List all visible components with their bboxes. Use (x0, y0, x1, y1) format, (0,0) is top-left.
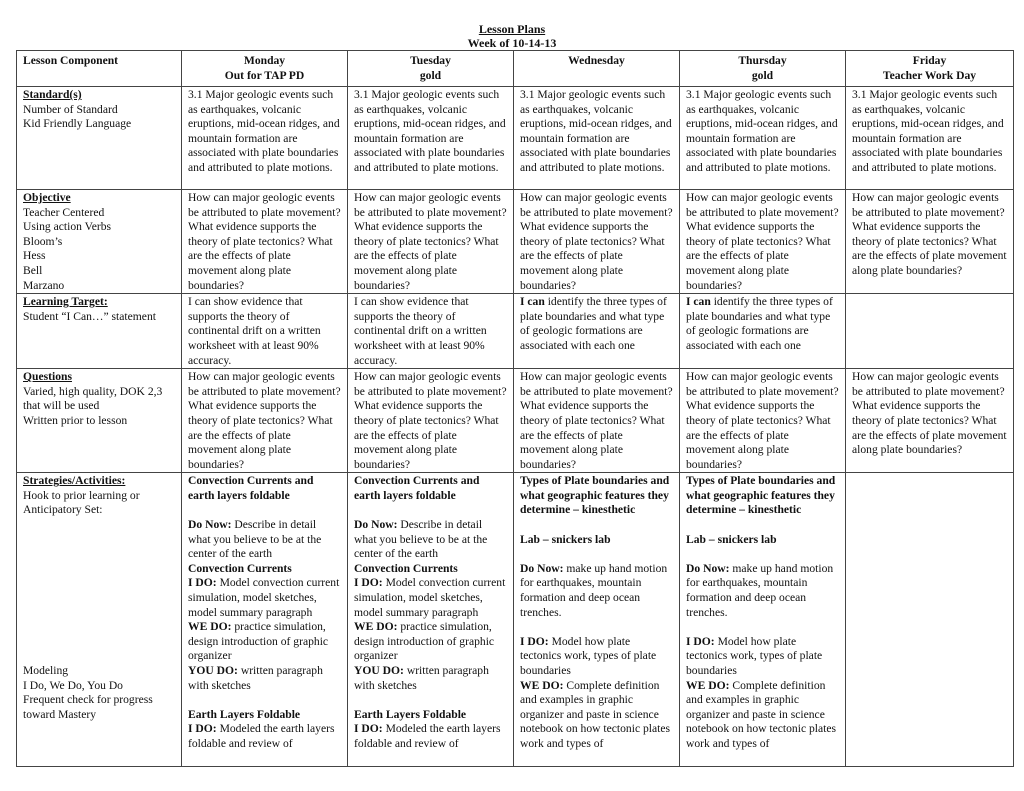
target-label: Learning Target: (23, 295, 108, 309)
document-title: Lesson Plans (478, 22, 546, 36)
header-tuesday: Tuesday gold (348, 51, 514, 87)
target-tuesday: I can show evidence that supports the theory of continental drift on a written worksheet with at least 90% accuracy. (348, 294, 514, 369)
strategies-friday (846, 473, 1014, 767)
strategies-monday: Convection Currents and earth layers foldable Do Now: Describe in detail what you believe to be at the center of the earth Convection Currents I DO: Model convection current simulation, model sketches, model summary paragraph WE DO: practice simulation, design introduction of graphic organizer YOU DO: written paragraph with sketches Earth Layers Foldable I DO: Modeled the earth layers foldable and review of (182, 473, 348, 767)
header-wednesday: Wednesday (514, 51, 680, 87)
target-thursday: I can identify the three types of plate boundaries and what type of geologic formations are associated with each one (680, 294, 846, 369)
standards-tuesday: 3.1 Major geologic events such as earthquakes, volcanic eruptions, mid-ocean ridges, and mountain formation are associated with plate boundaries and attributed to plate motions. (348, 87, 514, 190)
header-friday: Friday Teacher Work Day (846, 51, 1014, 87)
target-friday (846, 294, 1014, 369)
objective-friday: How can major geologic events be attributed to plate movement? What evidence supports the theory of plate tectonics? What are the effects of plate movement along plate boundaries? (846, 190, 1014, 294)
header-row (17, 51, 1014, 87)
strategies-thursday: Types of Plate boundaries and what geographic features they determine – kinesthetic Lab – snickers lab Do Now: make up hand motion for earthquakes, mountain formation and deep ocean trenches. I DO: Model how plate tectonics work, types of plate boundaries WE DO: Complete definition and examples in graphic organizer and paste in science notebook on how tectonic plates work and types of (680, 473, 846, 767)
standards-label: Standard(s) (23, 88, 82, 101)
questions-row (17, 369, 1014, 473)
questions-thursday: How can major geologic events be attributed to plate movement? What evidence supports the theory of plate tectonics? What are the effects of plate movement along plate boundaries? (680, 369, 846, 473)
lesson-plan-table (16, 50, 1014, 767)
questions-wednesday: How can major geologic events be attributed to plate movement? What evidence supports the theory of plate tectonics? What are the effects of plate movement along plate boundaries? (514, 369, 680, 473)
target-label-cell: Learning Target: Student “I Can…” statement (17, 294, 182, 369)
target-monday: I can show evidence that supports the theory of continental drift on a written worksheet with at least 90% accuracy. (182, 294, 348, 369)
target-wednesday: I can identify the three types of plate boundaries and what type of geologic formations are associated with each one (514, 294, 680, 369)
questions-tuesday: How can major geologic events be attributed to plate movement? What evidence supports the theory of plate tectonics? What are the effects of plate movement along plate boundaries? (348, 369, 514, 473)
standards-wednesday: 3.1 Major geologic events such as earthquakes, volcanic eruptions, mid-ocean ridges, and mountain formation are associated with plate boundaries and attributed to plate motions. (514, 87, 680, 190)
strategies-row (17, 473, 1014, 767)
standards-friday: 3.1 Major geologic events such as earthquakes, volcanic eruptions, mid-ocean ridges, and mountain formation are associated with plate boundaries and attributed to plate motions. (846, 87, 1014, 190)
objective-wednesday: How can major geologic events be attributed to plate movement? What evidence supports the theory of plate tectonics? What are the effects of plate movement along plate boundaries? (514, 190, 680, 294)
target-row (17, 294, 1014, 369)
strategies-wednesday: Types of Plate boundaries and what geographic features they determine – kinesthetic Lab – snickers lab Do Now: make up hand motion for earthquakes, mountain formation and deep ocean trenches. I DO: Model how plate tectonics work, types of plate boundaries WE DO: Complete definition and examples in graphic organizer and paste in science notebook on how tectonic plates work and types of (514, 473, 680, 767)
week-label: Week of 10-14-13 (467, 36, 557, 50)
objective-tuesday: How can major geologic events be attributed to plate movement? What evidence supports the theory of plate tectonics? What are the effects of plate movement along plate boundaries? (348, 190, 514, 294)
header-monday: Monday Out for TAP PD (182, 51, 348, 87)
standards-label-cell: Standard(s) Number of Standard Kid Friendly Language (17, 87, 182, 190)
questions-label-cell: Questions Varied, high quality, DOK 2,3 that will be used Written prior to lesson (17, 369, 182, 473)
header-component: Lesson Component (17, 51, 182, 87)
objective-label: Objective (23, 191, 71, 204)
strategies-tuesday: Convection Currents and earth layers foldable Do Now: Describe in detail what you believe to be at the center of the earth Convection Currents I DO: Model convection current simulation, model sketches, model summary paragraph WE DO: practice simulation, design introduction of graphic organizer YOU DO: written paragraph with sketches Earth Layers Foldable I DO: Modeled the earth layers foldable and review of (348, 473, 514, 767)
standards-monday: 3.1 Major geologic events such as earthquakes, volcanic eruptions, mid-ocean ridges, and mountain formation are associated with plate boundaries and attributed to plate motions. (182, 87, 348, 190)
standards-thursday: 3.1 Major geologic events such as earthquakes, volcanic eruptions, mid-ocean ridges, and mountain formation are associated with plate boundaries and attributed to plate motions. (680, 87, 846, 190)
questions-label: Questions (23, 370, 72, 384)
objective-label-cell: Objective Teacher Centered Using action Verbs Bloom’s Hess Bell Marzano (17, 190, 182, 294)
strategies-label-cell: Strategies/Activities: Hook to prior learning or Anticipatory Set: Modeling I Do, We Do, You Do Frequent check for progress toward Mastery (17, 473, 182, 767)
questions-friday: How can major geologic events be attributed to plate movement? What evidence supports the theory of plate tectonics? What are the effects of plate movement along plate boundaries? (846, 369, 1014, 473)
objective-row (17, 190, 1014, 294)
questions-monday: How can major geologic events be attributed to plate movement? What evidence supports the theory of plate tectonics? What are the effects of plate movement along plate boundaries? (182, 369, 348, 473)
header-thursday: Thursday gold (680, 51, 846, 87)
strategies-label: Strategies/Activities: (23, 474, 126, 488)
objective-monday: How can major geologic events be attributed to plate movement? What evidence supports the theory of plate tectonics? What are the effects of plate movement along plate boundaries? (182, 190, 348, 294)
standards-row (17, 87, 1014, 190)
objective-thursday: How can major geologic events be attributed to plate movement? What evidence supports the theory of plate tectonics? What are the effects of plate movement along plate boundaries? (680, 190, 846, 294)
